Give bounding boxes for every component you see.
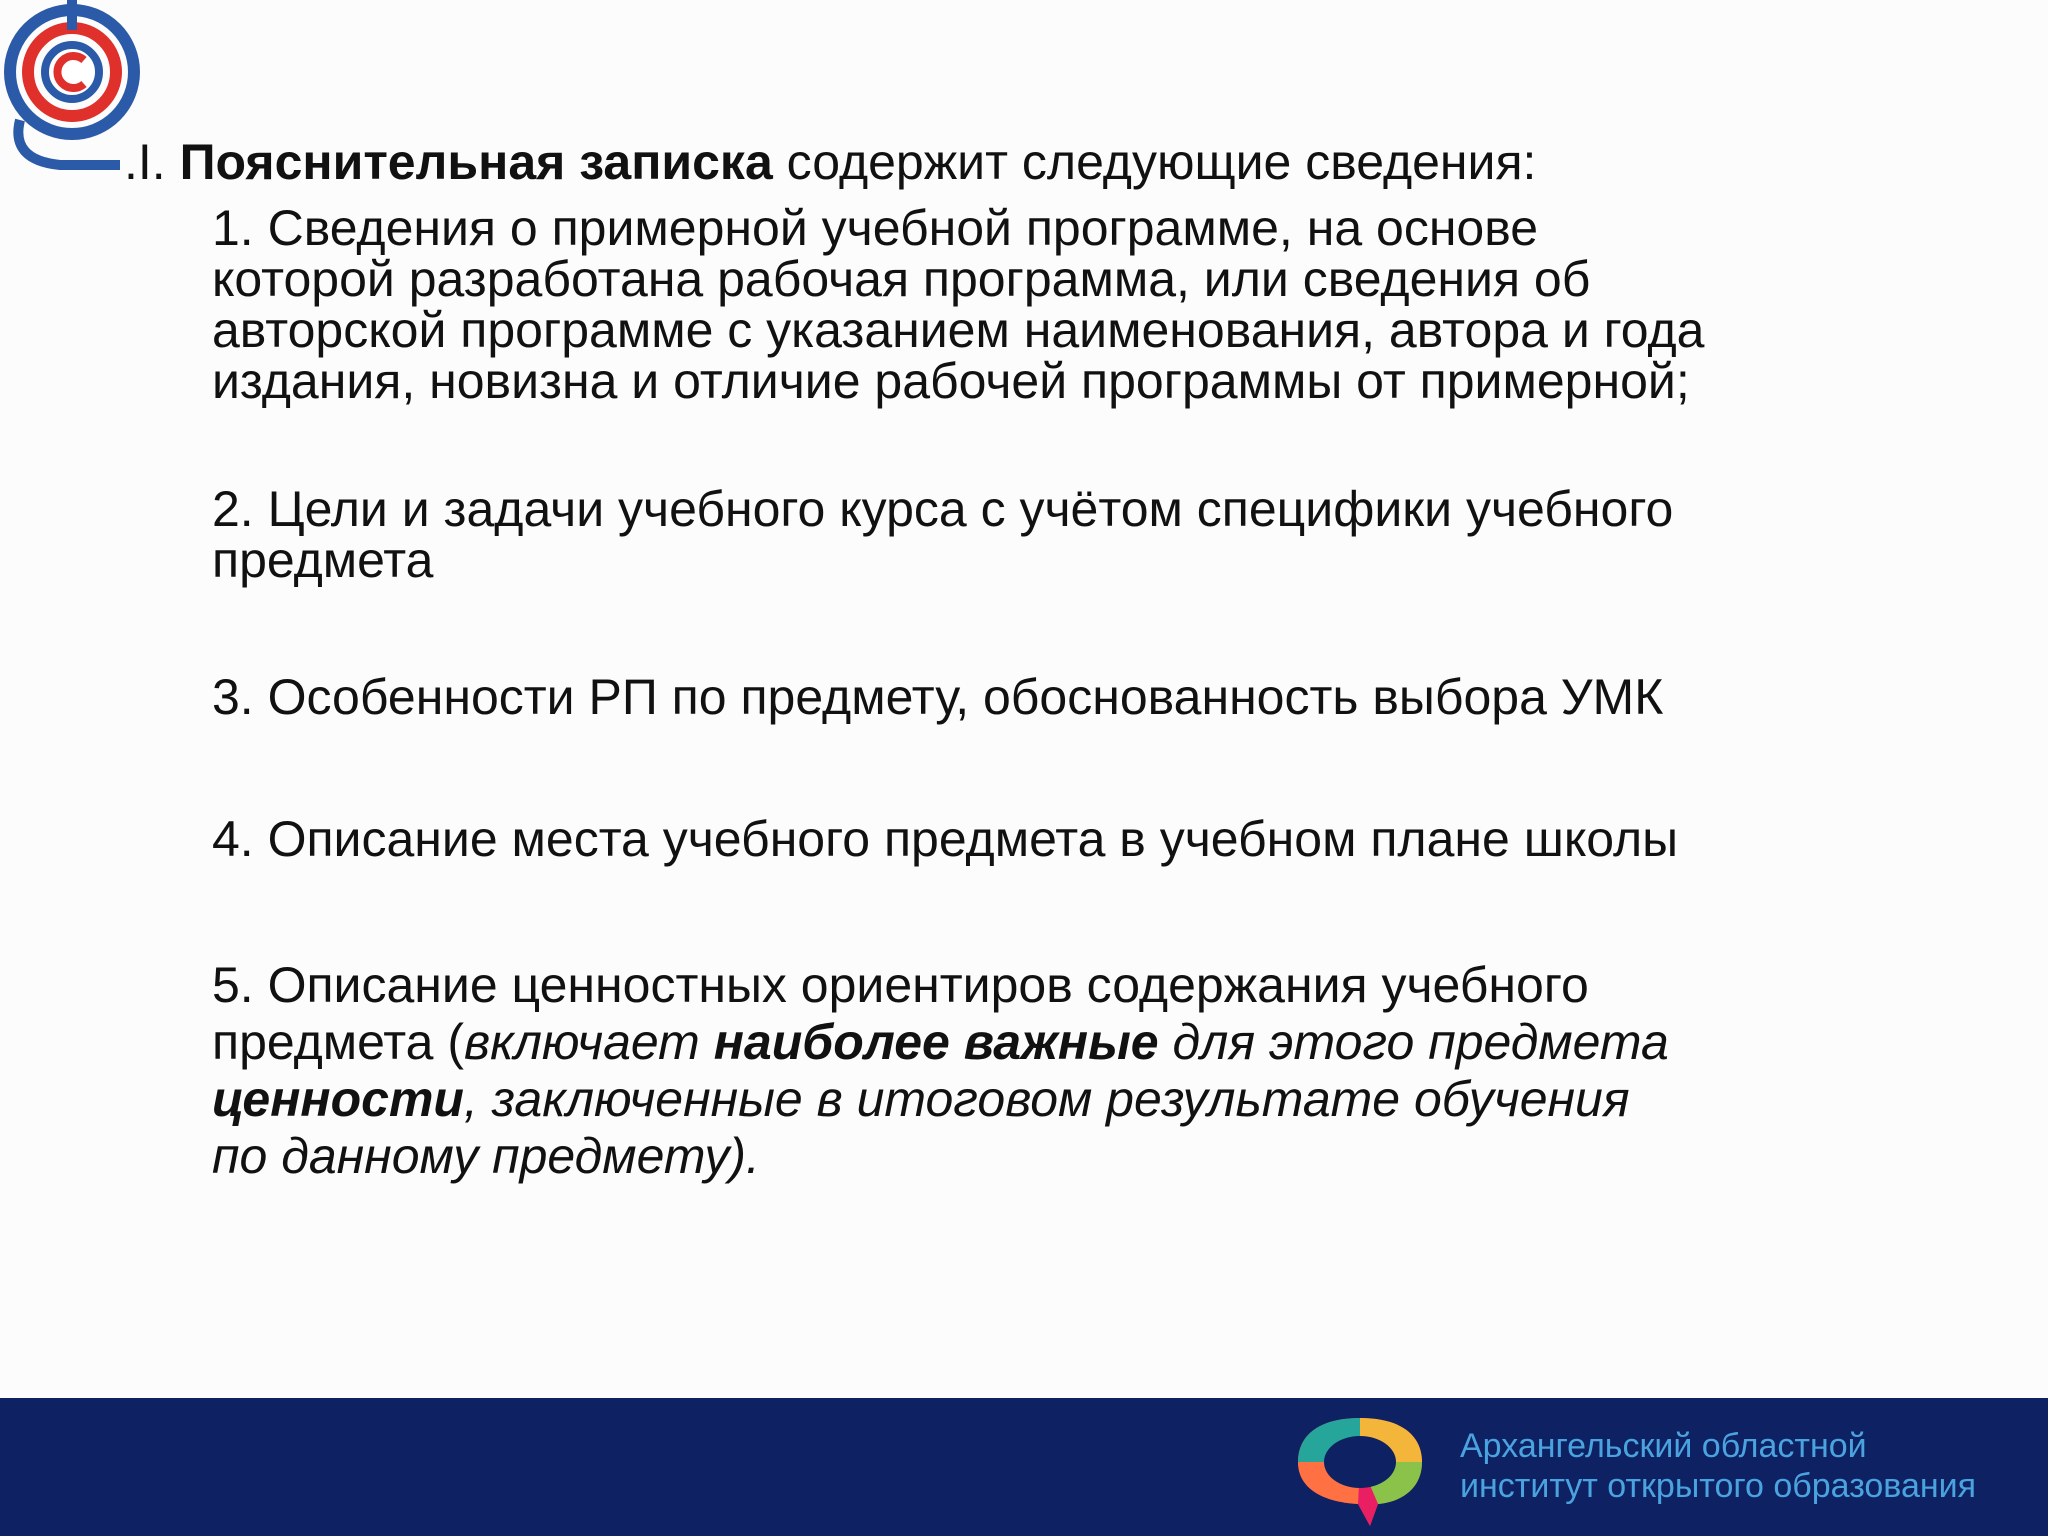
item5-italic-c: , заключенные в итоговом результате обучения (463, 1071, 1630, 1127)
item5-italic-a: включает (463, 1014, 714, 1070)
footer-org-name (1460, 1426, 1976, 1506)
footer-org-line2: институт открытого образования (1460, 1467, 1977, 1505)
item5-line4 (212, 1128, 1972, 1185)
item5-plain: предмета ( (212, 1014, 464, 1070)
item5-italic-d: по данному предмету). (212, 1128, 760, 1184)
heading-bold-title: Пояснительная записка (179, 134, 773, 190)
section-heading (124, 132, 1536, 192)
footer-org-line1: Архангельский областной (1460, 1427, 1867, 1465)
item5-line1: 5. Описание ценностных ориентиров содержания учебного (212, 957, 1589, 1013)
list-item-4: 4. Описание места учебного предмета в учебном плане школы (212, 811, 1679, 867)
item5-bolditalic-b: ценности (212, 1071, 464, 1127)
item5-italic-b: для этого предмета (1158, 1014, 1669, 1070)
item5-line2 (212, 1014, 1972, 1071)
heading-rest: содержит следующие сведения: (772, 134, 1537, 190)
speech-bubble-mosaic-logo-icon (1292, 1412, 1428, 1530)
item5-bolditalic-a: наиболее важные (713, 1014, 1159, 1070)
list-item-5 (212, 957, 1972, 1185)
item5-line3 (212, 1071, 1972, 1128)
list-item-1: 1. Сведения о примерной учебной программе, на основе которой разработана рабочая программа, или сведения об авторской программе с указанием наименования, автора и года издания, новизна и отличие рабочей программы от примерной; (212, 200, 1705, 409)
footer-bar (0, 1398, 2048, 1536)
list-item-3: 3. Особенности РП по предмету, обоснованность выбора УМК (212, 669, 1664, 725)
heading-prefix: .I. (124, 134, 180, 190)
list-item-2: 2. Цели и задачи учебного курса с учётом специфики учебного предмета (212, 481, 1674, 588)
